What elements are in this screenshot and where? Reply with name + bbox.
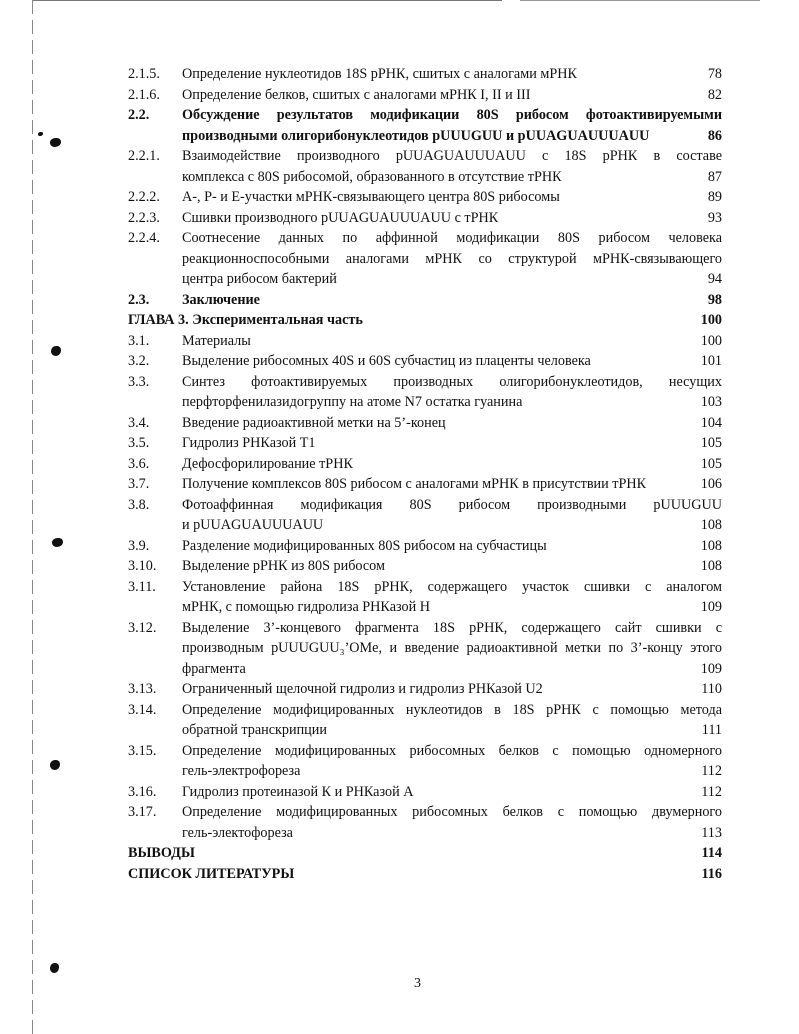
page-number: 3 (414, 976, 421, 991)
toc-entry-number: 3.2. (128, 353, 150, 369)
toc-entry-number: 2.2.4. (128, 230, 160, 246)
toc-entry-number: 3.9. (128, 537, 150, 554)
toc-entry-page: 108 (700, 537, 722, 554)
toc-entry-number: 2.2.3. (128, 209, 160, 226)
toc-entry-number: 2.1.5. (128, 66, 160, 82)
toc-entry-title: А-, Р- и Е-участки мРНК-связывающего центра 80S рибосомы (182, 189, 560, 205)
toc-entry-page: 112 (701, 763, 722, 779)
toc-entry-number: 3.16. (128, 783, 157, 800)
toc-entry (128, 474, 722, 495)
toc-entry-title: ВЫВОДЫ (128, 845, 195, 861)
toc-entry-title: реакционноспособными аналогами мРНК со структурой мРНК-связывающего (182, 250, 722, 267)
toc-entry (128, 433, 722, 454)
toc-entry-title: Соотнесение данных по аффинной модификации 80S рибосом человека (182, 230, 722, 246)
toc-entry-page: 103 (700, 394, 722, 410)
toc-entry-title: Гидролиз протеиназой К и РНКазой А (182, 783, 414, 800)
toc-entry (128, 536, 722, 557)
toc-entry (128, 556, 722, 577)
toc-entry-number: 2.2.1. (128, 148, 160, 164)
toc-entry-title: Фотоаффинная модификация 80S рибосом производными pUUUGUU (182, 496, 722, 513)
scan-blot (51, 346, 61, 356)
toc-entry-title: гель-электрофореза (182, 763, 301, 779)
toc-entry-page: 78 (707, 66, 722, 82)
toc-entry (128, 187, 722, 208)
toc-entry-page: 98 (707, 291, 722, 308)
toc-entry (128, 802, 722, 843)
toc-entry-number: 3.15. (128, 742, 157, 759)
toc-entry-title: Выделение рРНК из 80S рибосом (182, 558, 385, 574)
toc-entry-number: 3.17. (128, 804, 157, 820)
toc-entry-page: 89 (707, 189, 722, 205)
toc-entry (128, 331, 722, 352)
scan-blot (52, 538, 63, 547)
toc-entry (128, 64, 722, 85)
toc-entry-page: 110 (701, 681, 722, 697)
toc-entry-title: Дефосфорилирование тРНК (182, 455, 353, 472)
toc-entry-number: 3.7. (128, 476, 150, 492)
toc-entry-title: Определение нуклеотидов 18S рРНК, сшитых с аналогами мРНК (182, 66, 577, 82)
toc-entry-title: центра рибосом бактерий (182, 271, 337, 287)
toc-entry-number: 3.13. (128, 681, 157, 697)
toc-entry-page: 86 (707, 127, 722, 144)
scan-blot (50, 138, 61, 147)
toc-entry-number: 3.5. (128, 435, 150, 451)
toc-entry-page: 111 (701, 722, 722, 738)
page-top-edge (32, 0, 502, 1)
page-top-edge (520, 0, 760, 1)
toc-entry-title: производными олигорибонуклеотидов pUUUGUU и pUUAGUAUUUAUU (182, 127, 650, 144)
toc-entry-title: фрагмента (182, 660, 246, 677)
toc-entry-page: 104 (700, 414, 722, 431)
toc-entry-number: 3.10. (128, 558, 157, 574)
toc-entry-title: Получение комплексов 80S рибосом с аналогами мРНК в присутствии тРНК (182, 476, 647, 492)
toc-entry-page: 101 (700, 353, 722, 369)
toc-entry-page: 93 (707, 209, 722, 226)
toc-entry-title: Определение модифицированных рибосомных белков с помощью одномерного (182, 742, 722, 759)
toc-entry (128, 146, 722, 187)
toc-entry (128, 290, 722, 311)
toc-entry-page: 114 (701, 845, 722, 861)
toc-entry-page: 82 (707, 86, 722, 103)
toc-entry-number: 2.2. (128, 107, 150, 123)
toc-entry-number: 2.2.2. (128, 189, 160, 205)
toc-entry-title: перфторфенилазидогруппу на атоме N7 остатка гуанина (182, 394, 523, 410)
toc-entry-title: Сшивки производного pUUAGUAUUUAUU с тРНК (182, 209, 499, 226)
toc-entry-page: 94 (707, 271, 722, 287)
toc-entry-title: комплекса с 80S рибосомой, образованного в отсутствие тРНК (182, 168, 562, 185)
toc-entry (128, 208, 722, 229)
toc-entry (128, 679, 722, 700)
toc-entry (128, 843, 722, 864)
toc-entry-page: 113 (701, 824, 722, 841)
toc-entry-title: Заключение (182, 291, 260, 308)
toc-entry-title: Установление района 18S рРНК, содержащего участок сшивки с аналогом (182, 578, 722, 595)
scan-blot (50, 760, 60, 770)
toc-entry-page: 108 (700, 558, 722, 574)
toc-entry-title: Ограниченный щелочной гидролиз и гидролиз РНКазой U2 (182, 681, 543, 697)
toc-entry (128, 577, 722, 618)
toc-entry-title: Обсуждение результатов модификации 80S рибосом фотоактивируемыми (182, 107, 722, 123)
toc-entry-number: 3.4. (128, 414, 150, 431)
toc-entry (128, 372, 722, 413)
toc-entry-page: 112 (701, 783, 722, 800)
toc-entry-number: 3.3. (128, 373, 150, 390)
toc-entry-number: 3.6. (128, 455, 150, 472)
toc-entry-title: производным pUUUGUU₃’OMe, и введение радиоактивной метки по 3’-концу этого (182, 640, 722, 656)
toc-entry-title: обратной транскрипции (182, 722, 327, 738)
toc-entry (128, 618, 722, 680)
toc-entry-title: Выделение 3’-концевого фрагмента 18S рРНК, содержащего сайт сшивки с (182, 619, 722, 636)
toc-entry-page: 106 (700, 476, 722, 492)
toc-entry (128, 85, 722, 106)
toc-entry (128, 105, 722, 146)
toc-entry-title: СПИСОК ЛИТЕРАТУРЫ (128, 865, 295, 882)
scan-blot (50, 963, 59, 973)
toc-entry-title: ГЛАВА 3. Экспериментальная часть (128, 312, 363, 328)
toc-entry-page: 109 (700, 660, 722, 677)
toc-entry-number: 3.12. (128, 619, 157, 636)
toc-entry-page: 109 (700, 599, 722, 615)
toc-entry-page: 116 (701, 865, 722, 882)
toc-entry-number: 3.1. (128, 332, 150, 349)
toc-entry-title: Введение радиоактивной метки на 5’-конец (182, 414, 446, 431)
toc-entry (128, 495, 722, 536)
toc-entry-title: Выделение рибосомных 40S и 60S субчастиц из плаценты человека (182, 353, 591, 369)
toc-entry-title: и pUUAGUAUUUAUU (182, 517, 324, 533)
toc-entry-title: Разделение модифицированных 80S рибосом на субчастицы (182, 537, 547, 554)
toc-entry (128, 351, 722, 372)
toc-entry-page: 100 (700, 332, 722, 349)
toc-entry-page: 87 (707, 168, 722, 185)
toc-entry-title: Взаимодействие производного pUUAGUAUUUAUU с 18S рРНК в составе (182, 148, 722, 164)
toc-entry-number: 2.1.6. (128, 86, 160, 103)
toc-entry (128, 864, 722, 885)
toc-entry (128, 454, 722, 475)
toc-entry (128, 741, 722, 782)
toc-entry (128, 700, 722, 741)
toc-entry (128, 228, 722, 290)
toc-entry-page: 105 (700, 455, 722, 472)
toc-entry-page: 100 (700, 312, 722, 328)
scan-blot (38, 132, 43, 136)
toc-entry-title: Определение белков, сшитых с аналогами мРНК I, II и III (182, 86, 531, 103)
toc-entry (128, 413, 722, 434)
toc-entry (128, 782, 722, 803)
page-left-edge (32, 0, 33, 1034)
toc-entry-number: 3.11. (128, 578, 156, 595)
toc-entry-title: мРНК, с помощью гидролиза РНКазой Н (182, 599, 431, 615)
toc-entry-page: 105 (700, 435, 722, 451)
toc-entry-number: 3.14. (128, 701, 157, 718)
toc-entry-title: Синтез фотоактивируемых производных олигорибонуклеотидов, несущих (182, 373, 722, 390)
toc-entry-title: Определение модифицированных нуклеотидов в 18S рРНК с помощью метода (182, 701, 722, 718)
toc-entry-title: Материалы (182, 332, 251, 349)
toc-entry-title: гель-электофореза (182, 824, 293, 841)
toc-entry-title: Определение модифицированных рибосомных белков с помощью двумерного (182, 804, 722, 820)
table-of-contents (128, 64, 722, 884)
toc-entry (128, 310, 722, 331)
toc-entry-title: Гидролиз РНКазой Т1 (182, 435, 316, 451)
toc-entry-number: 3.8. (128, 496, 150, 513)
toc-entry-number: 2.3. (128, 291, 150, 308)
toc-entry-page: 108 (700, 517, 722, 533)
